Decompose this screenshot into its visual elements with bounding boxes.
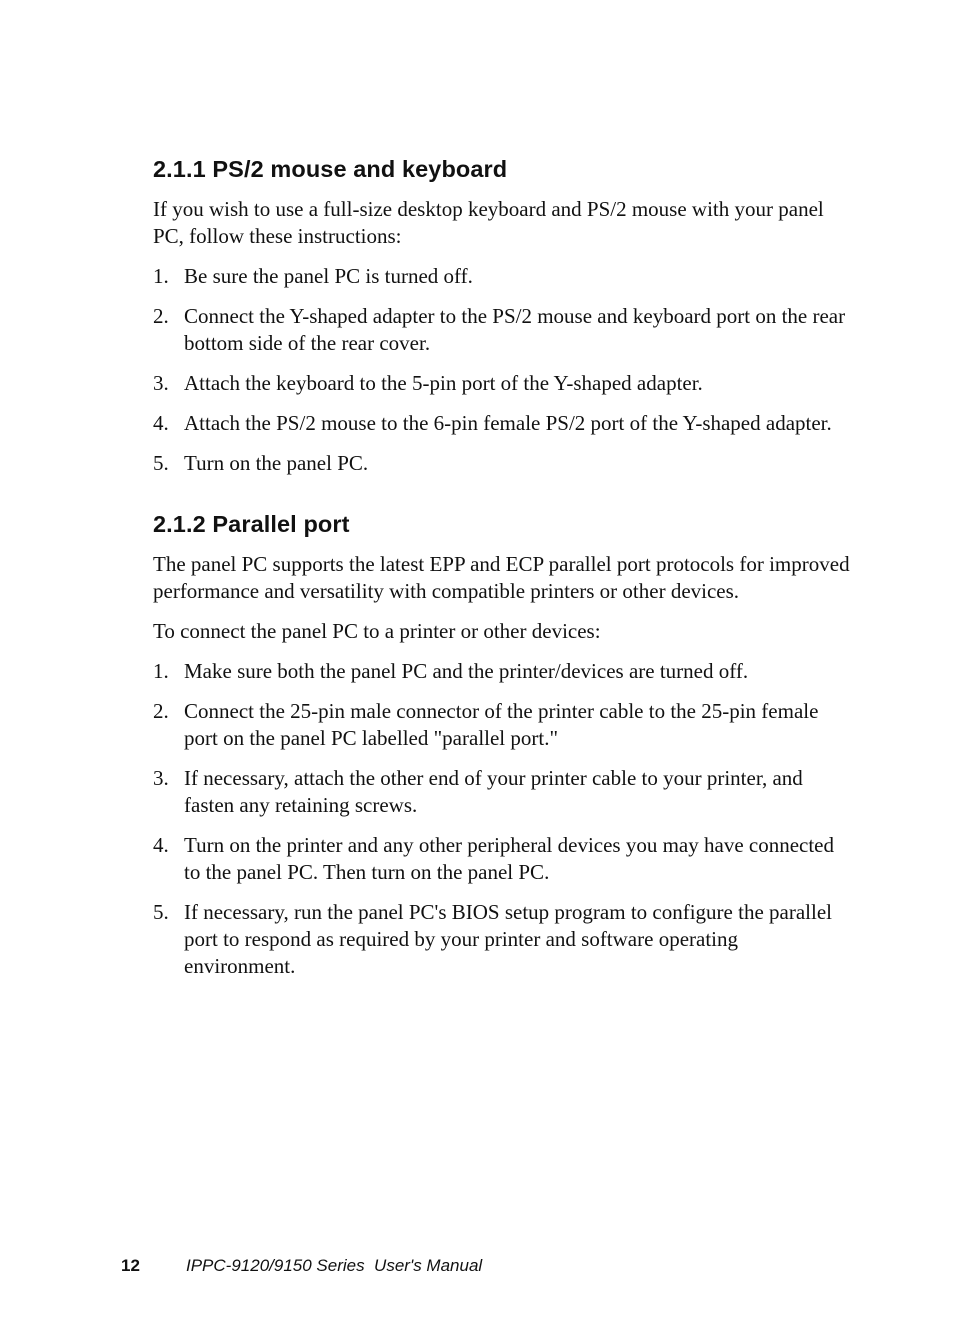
steps-list-parallel xyxy=(153,658,853,980)
step-number: 2. xyxy=(153,699,169,723)
section-intro-ps2: If you wish to use a full-size desktop keyboard and PS/2 mouse with your panel PC, follow these instructions: xyxy=(153,197,824,248)
steps-list-ps2 xyxy=(153,263,853,477)
step-text: Connect the Y-shaped adapter to the PS/2 mouse and keyboard port on the rear bottom side of the rear cover. xyxy=(184,304,846,355)
section-heading-ps2: 2.1.1 PS/2 mouse and keyboard xyxy=(153,156,508,182)
list-item xyxy=(153,450,853,477)
page-footer xyxy=(121,1254,482,1278)
step-text: If necessary, run the panel PC's BIOS setup program to configure the parallel port to respond as required by your printer and software operating environment. xyxy=(184,900,832,978)
list-item xyxy=(153,658,853,685)
step-text: Attach the PS/2 mouse to the 6-pin female PS/2 port of the Y-shaped adapter. xyxy=(184,411,832,435)
list-item xyxy=(153,410,853,437)
list-item xyxy=(153,370,853,397)
step-text: Turn on the printer and any other peripheral devices you may have connected to the panel PC. Then turn on the panel PC. xyxy=(184,833,835,884)
step-text: Be sure the panel PC is turned off. xyxy=(184,264,473,288)
list-item xyxy=(153,698,853,752)
step-text: Attach the keyboard to the 5-pin port of the Y-shaped adapter. xyxy=(184,371,703,395)
step-number: 3. xyxy=(153,766,169,790)
step-number: 1. xyxy=(153,659,169,683)
page-content xyxy=(153,154,853,993)
step-text: Turn on the panel PC. xyxy=(184,451,369,475)
list-item xyxy=(153,832,853,886)
step-number: 3. xyxy=(153,371,169,395)
step-number: 4. xyxy=(153,833,169,857)
step-number: 4. xyxy=(153,411,169,435)
step-number: 2. xyxy=(153,304,169,328)
list-item xyxy=(153,899,853,980)
section-heading-parallel: 2.1.2 Parallel port xyxy=(153,511,350,537)
list-item xyxy=(153,263,853,290)
step-text: Make sure both the panel PC and the printer/devices are turned off. xyxy=(184,659,749,683)
manual-title: IPPC-9120/9150 Series User's Manual xyxy=(186,1256,483,1275)
list-item xyxy=(153,303,853,357)
step-number: 1. xyxy=(153,264,169,288)
step-text: Connect the 25-pin male connector of the printer cable to the 25-pin female port on the panel PC labelled "parallel port." xyxy=(184,699,819,750)
list-item xyxy=(153,765,853,819)
section-intro-parallel: The panel PC supports the latest EPP and ECP parallel port protocols for improved performance and versatility with compatible printers or other devices. xyxy=(153,552,850,603)
section-lead-parallel: To connect the panel PC to a printer or other devices: xyxy=(153,619,601,643)
step-text: If necessary, attach the other end of your printer cable to your printer, and fasten any retaining screws. xyxy=(184,766,803,817)
step-number: 5. xyxy=(153,900,169,924)
page-number: 12 xyxy=(121,1256,140,1275)
step-number: 5. xyxy=(153,451,169,475)
